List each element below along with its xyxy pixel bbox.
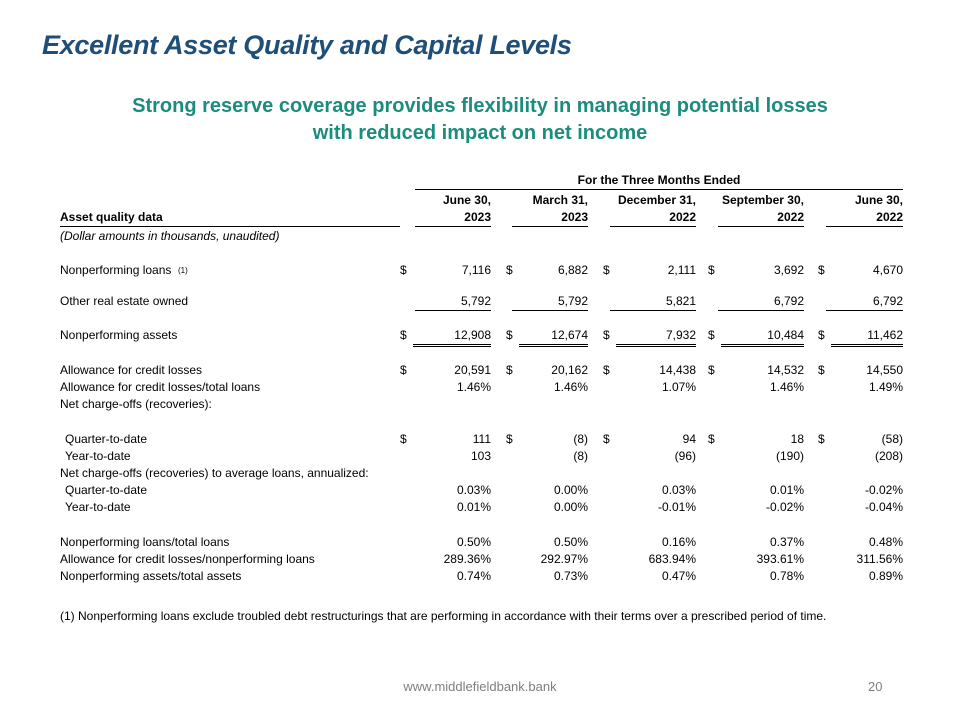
currency-sign: $ xyxy=(818,328,825,342)
column-header xyxy=(826,192,903,227)
slide-title: Excellent Asset Quality and Capital Levels xyxy=(42,30,572,60)
currency-sign: $ xyxy=(400,328,407,342)
table-cell: 111 xyxy=(472,432,491,446)
table-cell: 6,792 xyxy=(826,293,903,311)
table-cell: 14,438 xyxy=(659,363,696,377)
table-cell: 0.48% xyxy=(868,535,903,549)
currency-sign: $ xyxy=(603,263,610,277)
table-cell: 1.49% xyxy=(868,380,903,394)
table-cell: 5,792 xyxy=(512,293,588,311)
table-cell: 14,550 xyxy=(866,363,903,377)
table-cell: 0.16% xyxy=(661,535,696,549)
table-cell: (190) xyxy=(775,449,804,463)
table-row xyxy=(60,551,910,568)
table-cell: 14,532 xyxy=(767,363,804,377)
table-cell: 292.97% xyxy=(540,552,588,566)
table-cell: 12,908 xyxy=(413,327,491,347)
currency-sign: $ xyxy=(818,432,825,446)
table-cell: 0.78% xyxy=(769,569,804,583)
table-cell: 0.01% xyxy=(456,500,491,514)
footnote-ref: (1) xyxy=(178,266,188,275)
table-cell: -0.02% xyxy=(765,500,804,514)
table-cell: -0.01% xyxy=(657,500,696,514)
column-header xyxy=(512,192,588,227)
footnote: (1) Nonperforming loans exclude troubled debt restructurings that are performing in accordance with their terms over a prescribed period of time. xyxy=(60,609,827,623)
table-cell: 0.47% xyxy=(661,569,696,583)
table-cell: 6,882 xyxy=(557,263,588,277)
table-cell: (58) xyxy=(881,432,903,446)
currency-sign: $ xyxy=(708,363,715,377)
column-header-line2: 2022 xyxy=(777,210,804,224)
table-cell: 1.07% xyxy=(661,380,696,394)
column-header-line2: 2023 xyxy=(464,210,491,224)
table-row xyxy=(60,448,910,465)
table-cell: 1.46% xyxy=(553,380,588,394)
table-cell: (8) xyxy=(573,432,588,446)
column-header-line2: 2022 xyxy=(876,210,903,224)
period-header: For the Three Months Ended xyxy=(415,172,903,190)
table-row xyxy=(60,262,910,279)
table-cell: 0.00% xyxy=(553,483,588,497)
table-row xyxy=(60,465,910,482)
currency-sign: $ xyxy=(818,263,825,277)
table-cell: 393.61% xyxy=(756,552,804,566)
row-label: Allowance for credit losses/total loans xyxy=(60,380,261,394)
column-header-line1: September 30, xyxy=(721,193,804,207)
currency-sign: $ xyxy=(400,263,407,277)
row-label: Quarter-to-date xyxy=(65,483,148,497)
table-cell: 10,484 xyxy=(721,327,804,347)
row-label: Nonperforming assets xyxy=(60,328,178,342)
column-header-line1: December 31, xyxy=(617,193,696,207)
table-cell: 94 xyxy=(682,432,696,446)
row-label: Nonperforming assets/total assets xyxy=(60,569,242,583)
table-cell: 11,462 xyxy=(831,327,903,347)
table-cell: 0.89% xyxy=(868,569,903,583)
table-cell: 0.03% xyxy=(661,483,696,497)
currency-sign: $ xyxy=(603,328,610,342)
table-cell: 0.03% xyxy=(456,483,491,497)
currency-sign: $ xyxy=(818,363,825,377)
table-cell: 311.56% xyxy=(856,552,903,566)
table-cell: 0.50% xyxy=(456,535,491,549)
table-cell: 2,111 xyxy=(667,263,696,277)
table-cell: 6,792 xyxy=(718,293,804,311)
table-cell: 7,116 xyxy=(461,263,491,277)
table-cell: 103 xyxy=(470,449,491,463)
column-header-line1: June 30, xyxy=(442,193,491,207)
table-cell: 289.36% xyxy=(443,552,491,566)
table-cell: 5,792 xyxy=(415,293,491,311)
slide-subtitle xyxy=(0,93,960,147)
currency-sign: $ xyxy=(400,363,407,377)
table-row xyxy=(60,568,910,585)
currency-sign: $ xyxy=(708,432,715,446)
table-cell: 0.73% xyxy=(553,569,588,583)
column-header-line1: June 30, xyxy=(854,193,903,207)
column-header xyxy=(610,192,696,227)
table-row xyxy=(60,482,910,499)
table-row xyxy=(60,293,910,310)
currency-sign: $ xyxy=(506,328,513,342)
table-cell: 5,821 xyxy=(610,293,696,311)
table-cell: 683.94% xyxy=(648,552,696,566)
table-cell: 4,670 xyxy=(872,263,903,277)
table-cell: 0.50% xyxy=(553,535,588,549)
currency-sign: $ xyxy=(506,432,513,446)
table-row xyxy=(60,499,910,516)
currency-sign: $ xyxy=(400,432,407,446)
column-header xyxy=(415,192,491,227)
currency-sign: $ xyxy=(603,432,610,446)
table-row xyxy=(60,396,910,413)
footer-url: www.middlefieldbank.bank xyxy=(403,679,557,694)
subtitle-line-2: with reduced impact on net income xyxy=(312,122,648,144)
row-label: Allowance for credit losses/nonperforming loans xyxy=(60,552,315,566)
table-cell: 20,591 xyxy=(454,363,491,377)
table-cell: (8) xyxy=(573,449,588,463)
table-cell: 0.01% xyxy=(769,483,804,497)
column-header-line1: March 31, xyxy=(532,193,588,207)
row-label: Allowance for credit losses xyxy=(60,363,203,377)
table-row xyxy=(60,534,910,551)
table-cell: (208) xyxy=(874,449,903,463)
label-column-header: Asset quality data xyxy=(60,209,400,227)
table-cell: -0.02% xyxy=(864,483,903,497)
table-note-row xyxy=(60,228,910,245)
currency-sign: $ xyxy=(603,363,610,377)
table-cell: (96) xyxy=(674,449,696,463)
table-cell: 3,692 xyxy=(773,263,804,277)
table-row xyxy=(60,431,910,448)
currency-sign: $ xyxy=(708,328,715,342)
table-row xyxy=(60,327,910,344)
table-cell: 20,162 xyxy=(551,363,588,377)
table-cell: 18 xyxy=(790,432,804,446)
table-cell: 0.00% xyxy=(553,500,588,514)
currency-sign: $ xyxy=(506,263,513,277)
currency-sign: $ xyxy=(506,363,513,377)
subtitle-line-1: Strong reserve coverage provides flexibility in managing potential losses xyxy=(132,95,828,117)
table-row xyxy=(60,362,910,379)
page-number: 20 xyxy=(868,679,883,694)
column-header-line2: 2022 xyxy=(669,210,696,224)
column-header-line2: 2023 xyxy=(561,210,588,224)
table-cell: 7,932 xyxy=(616,327,696,347)
table-cell: 1.46% xyxy=(456,380,491,394)
row-label: Nonperforming loans/total loans xyxy=(60,535,230,549)
table-row xyxy=(60,379,910,396)
table-cell: -0.04% xyxy=(864,500,903,514)
table-cell: 12,674 xyxy=(519,327,588,347)
row-label: (Dollar amounts in thousands, unaudited) xyxy=(60,229,280,243)
row-label: Year-to-date xyxy=(65,449,131,463)
row-label: Year-to-date xyxy=(65,500,131,514)
row-label: Net charge-offs (recoveries) to average loans, annualized: xyxy=(60,466,369,480)
table-cell: 1.46% xyxy=(769,380,804,394)
table-cell: 0.37% xyxy=(769,535,804,549)
table-cell: 0.74% xyxy=(456,569,491,583)
row-label: Net charge-offs (recoveries): xyxy=(60,397,212,411)
currency-sign: $ xyxy=(708,263,715,277)
row-label: Quarter-to-date xyxy=(65,432,148,446)
row-label: Other real estate owned xyxy=(60,294,189,308)
row-label: Nonperforming loans xyxy=(60,263,172,277)
column-header xyxy=(718,192,804,227)
